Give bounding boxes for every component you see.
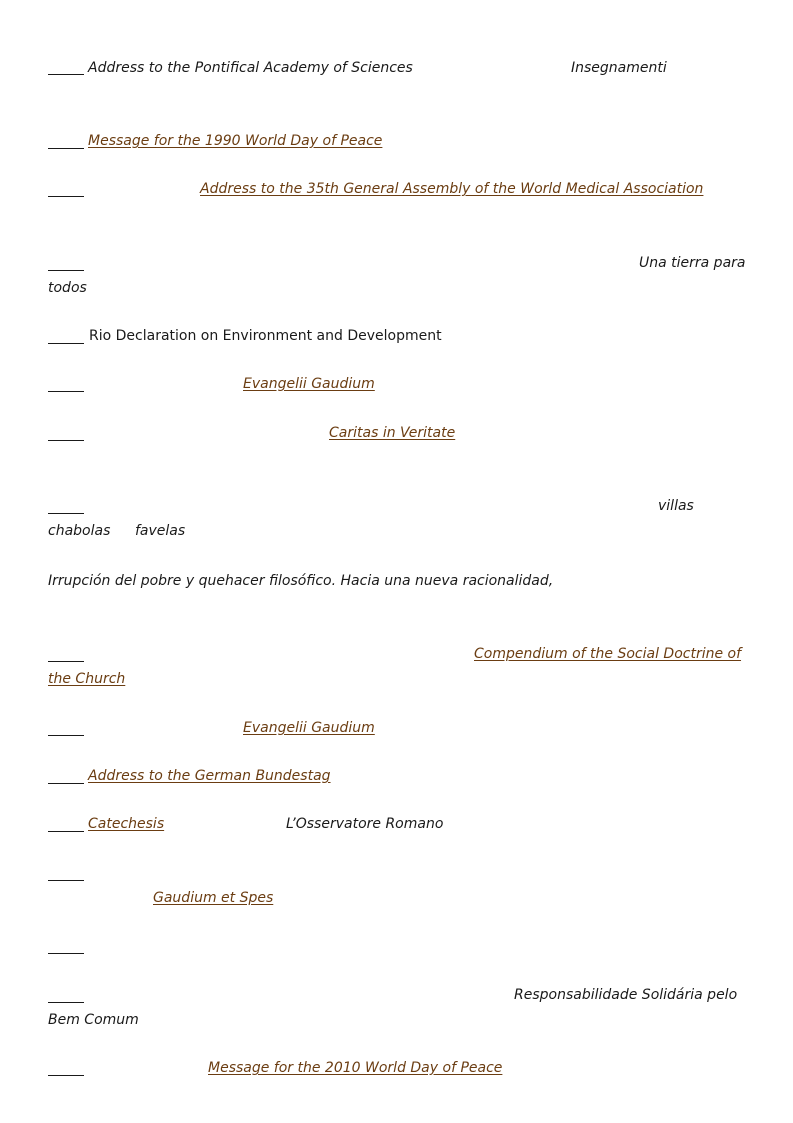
footnote-blank: [48, 1002, 84, 1003]
footnote-blank: [48, 148, 84, 149]
footnote-text: Address to the Pontifical Academy of Sciences: [88, 60, 413, 76]
footnote-blank: [48, 661, 84, 662]
footnote-blank: [48, 1075, 84, 1076]
footnote-text: L’Osservatore Romano: [286, 816, 444, 832]
footnote-text: Irrupción del pobre y quehacer filosófico. Hacia una nueva racionalidad,: [48, 573, 554, 589]
footnote-text: villas: [658, 498, 694, 514]
footnote-blank: [48, 440, 84, 441]
footnote-link[interactable]: Evangelii Gaudium: [243, 376, 375, 392]
footnote-blank: [48, 196, 84, 197]
footnote-text: Bem Comum: [48, 1012, 139, 1028]
footnote-text: Insegnamenti: [571, 60, 667, 76]
footnote-text: chabolas: [48, 523, 111, 539]
footnote-text: Una tierra para: [639, 255, 746, 271]
footnote-link[interactable]: Message for the 2010 World Day of Peace: [208, 1060, 503, 1076]
footnote-blank: [48, 513, 84, 514]
footnote-link[interactable]: Compendium of the Social Doctrine of: [474, 646, 742, 662]
footnote-text: Responsabilidade Solidária pelo: [514, 987, 738, 1003]
footnote-link[interactable]: Catechesis: [88, 816, 165, 832]
footnote-blank: [48, 735, 84, 736]
footnote-text: todos: [48, 280, 87, 296]
footnote-link[interactable]: the Church: [48, 671, 126, 687]
footnote-link[interactable]: Address to the 35th General Assembly of the World Medical Association: [200, 181, 704, 197]
footnote-link[interactable]: Caritas in Veritate: [329, 425, 456, 441]
footnote-blank: [48, 391, 84, 392]
footnote-blank: [48, 74, 84, 75]
footnote-link[interactable]: Gaudium et Spes: [153, 890, 274, 906]
footnote-text: Rio Declaration on Environment and Development: [89, 328, 442, 344]
footnote-blank: [48, 270, 84, 271]
footnote-link[interactable]: Evangelii Gaudium: [243, 720, 375, 736]
footnote-blank: [48, 880, 84, 881]
footnote-text: favelas: [135, 523, 186, 539]
footnote-blank: [48, 783, 84, 784]
footnote-blank: [48, 831, 84, 832]
footnote-link[interactable]: Address to the German Bundestag: [88, 768, 331, 784]
footnote-blank: [48, 953, 84, 954]
footnote-link[interactable]: Message for the 1990 World Day of Peace: [88, 133, 383, 149]
footnote-blank: [48, 343, 84, 344]
